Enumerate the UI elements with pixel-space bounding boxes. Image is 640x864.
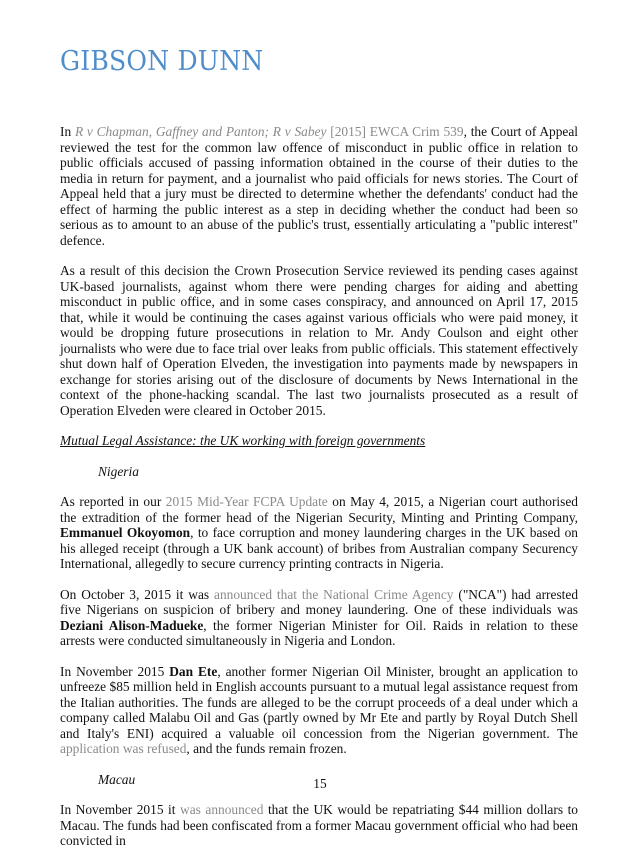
paragraph-macau-repatriation: In November 2015 it was announced that the UK would be repatriating $44 million dollars to Macau. The funds had been confiscated from a former Macau government official who had been convicted in: [60, 802, 578, 848]
paragraph-okoyomon: As reported in our 2015 Mid-Year FCPA Update on May 4, 2015, a Nigerian court authorised the extradition of the former head of the Nigerian Security, Minting and Printing Company, Emmanuel Okoyomon, to face corruption and money laundering charges in the UK based on his alleged receipt (through a UK bank account) of bribes from Australian company Securency International, allegedly to secure currency printing contracts in Nigeria.: [60, 494, 578, 571]
section-heading-mutual-legal-assistance: Mutual Legal Assistance: the UK working with foreign governments: [60, 433, 426, 448]
nca-announcement-link[interactable]: announced that the National Crime Agency: [214, 586, 454, 602]
paragraph-cps-review: As a result of this decision the Crown Prosecution Service reviewed its pending cases against UK-based journalists, against whom there were pending charges for aiding and abetting misconduct in public office, and in some cases conspiracy, and announced on April 17, 2015 that, while it would be continuing the cases against various officials who were paid money, it would be dropping future prosecutions in relation to Mr. Andy Coulson and eight other journalists who were due to face trial over leaks from public officials. This statement effectively shut down half of Operation Elveden, the investigation into payments made by newspapers in exchange for stories arising out of the disclosure of documents by News International in the context of the phone-hacking scandal. The last two journalists prosecuted as a result of Operation Elveden were cleared in October 2015.: [60, 263, 578, 418]
was-announced-link[interactable]: was announced: [180, 802, 264, 817]
page-number: 15: [313, 776, 327, 791]
paragraph-dan-ete: In November 2015 Dan Ete, another former Nigerian Oil Minister, brought an application to unfreeze $85 million held in English accounts pursuant to a mutual legal assistance request from the Italian authorities. The funds are alleged to be the corrupt proceeds of a deal under which a company called Malabu Oil and Gas (partly owned by Mr Ete and partly by Royal Dutch Shell and Italy's ENI) acquired a valuable oil concession from the Nigerian government. The application was refused, and the funds remain frozen.: [60, 663, 578, 756]
firm-logo: GIBSON DUNN: [60, 46, 264, 77]
application-refused-link[interactable]: application was refused: [60, 741, 187, 756]
subheading-macau: Macau: [98, 771, 136, 787]
document-body: [60, 124, 578, 864]
paragraph-nca-arrests: On October 3, 2015 it was announced that the National Crime Agency ("NCA") had arrested five Nigerians on suspicion of bribery and money laundering. One of these individuals was Deziani Alison-Madueke, the former Nigerian Minister for Oil. Raids in relation to these arrests were conducted simultaneously in Nigeria and London.: [60, 586, 579, 648]
paragraph-chapman-case: In R v Chapman, Gaffney and Panton; R v Sabey [2015] EWCA Crim 539, the Court of Appeal reviewed the test for the common law offence of misconduct in public office in relation to public officials accused of passing information obtained in the course of their duties to the media in return for payment, and a journalist who paid officials for news stories. The Court of Appeal held that a jury must be directed to determine whether the defendants' conduct had the effect of harming the public interest as a step in deciding whether the conduct had been so serious as to amount to an abuse of the public's trust, essentially articulating a "public interest" defence.: [60, 124, 578, 248]
fcpa-update-link[interactable]: 2015 Mid-Year FCPA Update: [165, 494, 328, 509]
subheading-nigeria: Nigeria: [98, 463, 139, 479]
case-link[interactable]: R v Chapman, Gaffney and Panton; R v Sabey [2015] EWCA Crim 539: [74, 124, 464, 139]
